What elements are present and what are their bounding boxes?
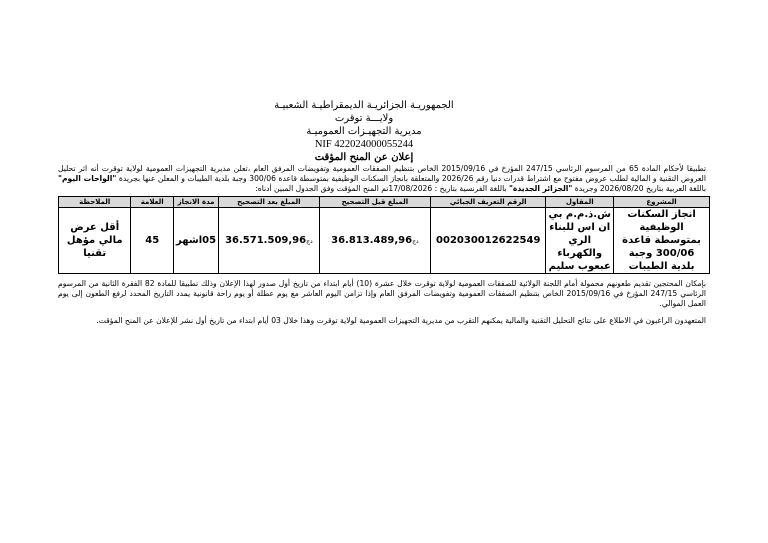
directorate-heading: مديرية التجهيـزات العموميـة [306, 126, 422, 137]
amount-before-value: 36.813.489,96 [331, 234, 413, 246]
currency-label: دج [306, 237, 313, 245]
table-row [59, 208, 710, 274]
closing-paragraph: المتعهدون الراغبون في الاطلاع على نتائج التحليل التقنية والمالية يمكنهم التقرب من مديرية التجهيزات العمومية لولاية توقرت وهذا خلال 03 أيام ابتداء من تاريخ أول نشر للإعلان عن المنح المؤقت. [96, 316, 706, 325]
currency-label: دج [412, 237, 419, 245]
col-contractor: المقاول [546, 197, 614, 208]
intro-text: تطبيقا لأحكام المادة 65 من المرسوم الرئاسي 247/15 المؤرخ في 2015/09/16 الخاص بتنظيم الصفقات العمومية وتفويضات المرفق العام ،تعلن مديرية التجهيزات العمومية لولاية توقرت أنه اثر تحليل العروض التقنية و المالية لطلب عروض مفتوح مع اشتراط قدرات دنيا رقم 2026/26 والمتعلقة بانجاز السكنات الوظيفية بمتوسطة قاعدة 300/06 وجبة بلدية الطيبات و المعلن عنها بجريدة [58, 164, 707, 183]
cell-project: انجاز السكنات الوظيفية بمتوسطة قاعدة 300/06 وجبة بلدية الطيبات [614, 208, 710, 274]
newspaper-arabic: "الواحات اليوم" [58, 174, 117, 183]
col-duration: مدة الانجاز [174, 197, 219, 208]
intro-text-3: باللغة الفرنسية بتاريخ : 17/08/2026تم المنح المؤقت وفق الجدول المبين أدناه: [255, 184, 507, 193]
amount-after-value: 36.571.509,96 [225, 234, 307, 246]
table-header-row [59, 197, 710, 208]
cell-amount-before [319, 208, 430, 274]
nif-line: NIF 422024000055244 [314, 139, 414, 150]
cell-duration: 05اشهر [174, 208, 219, 274]
cell-amount-after [219, 208, 320, 274]
col-tax-id: الرقم التعريف الجبائي [431, 197, 546, 208]
col-amount-before: المبلغ قبل التصحيح [319, 197, 430, 208]
col-note: الملاحظة [59, 197, 131, 208]
wilaya-heading: ولايـــة توقرت [334, 113, 394, 124]
col-project: المشروع [614, 197, 710, 208]
republic-heading: الجمهوريـة الجزائريـة الديمقراطيـة الشعبيـة [274, 100, 454, 111]
newspaper-french: "الجزائر الجديدة" [508, 184, 573, 193]
intro-paragraph [58, 164, 706, 194]
document-title: إعلان عن المنح المؤقت [314, 152, 414, 163]
appeal-paragraph: بإمكان المحتجين تقديم طعونهم محمولة أمام اللجنة الولائية للصفقات العمومية لولاية توقرت خلال عشرة (10) أيام ابتداء من تاريخ أول صدور لهذا الإعلان وذلك تطبيقا للمادة 82 الفقرة الثانية من المرسوم الرئاسي 247/15 المؤرخ في 2015/09/16 الخاص بتنظيم الصفقات العمومية وتفويضات المرفق العام وإذا تزامن اليوم العاشر مع يوم عطلة أو يوم راحة قانونية يمدد التاريخ المحدد لرفع الطعون إلى يوم العمل الموالي. [58, 279, 706, 308]
award-table [58, 196, 710, 274]
intro-text-2: باللغة العربية بتاريخ 2026/08/20 وجريدة [574, 184, 706, 193]
cell-tax-id: 002030012622549 [431, 208, 546, 274]
cell-contractor: ش.ذ.م.م بي ان اس للبناء الري والكهرباء عبعوب سليم [546, 208, 614, 274]
col-amount-after: المبلغ بعد التصحيح [219, 197, 320, 208]
cell-note: أقل عرض مالي مؤهل تقنيا [59, 208, 131, 274]
col-score: العلامة [131, 197, 174, 208]
cell-score: 45 [131, 208, 174, 274]
